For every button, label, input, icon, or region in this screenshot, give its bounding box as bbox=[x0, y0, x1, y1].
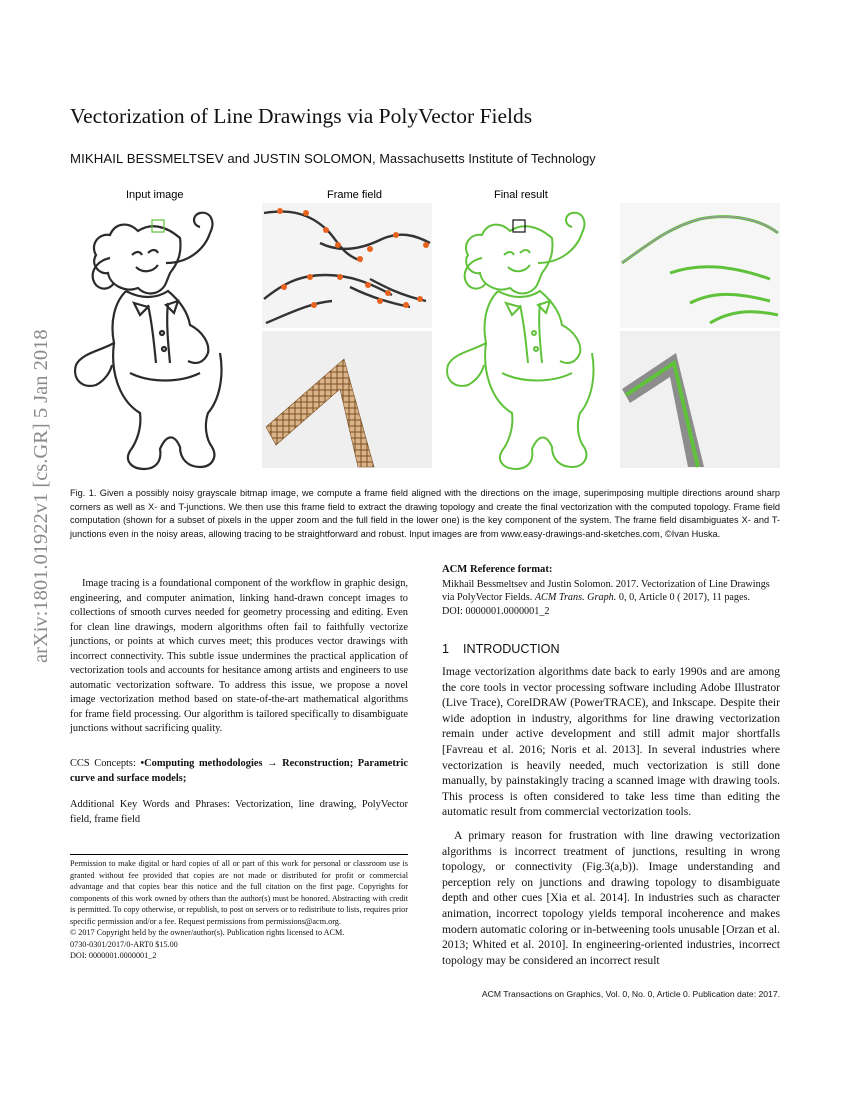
paper-title: Vectorization of Line Drawings via PolyVector Fields bbox=[70, 104, 533, 128]
input-image-panel bbox=[75, 189, 221, 469]
reference-text bbox=[442, 578, 780, 618]
arxiv-stamp-text: arXiv:1801.01922v1 [cs.GR] 5 Jan 2018 bbox=[30, 329, 52, 663]
abstract: Image tracing is a foundational component of the workflow in graphic design, engineering, and computer animation, linking hand-drawn concept images to collections of smooth curves needed for geometry processing and editing. Even for clean line drawings, modern algorithms often fail to faithfully vectorize junctions, or points at which curves meet; this produces vector drawings with incorrect connectivity. This subtle issue undermines the practical application of vectorization tools and accounts for hesitance among artists and engineers to use automatic vectorization software. To address this issue, we propose a novel image vectorization method based on state-of-the-art mathematical algorithms for frame field processing. Our algorithm is tailored specifically to disambiguate junctions without sacrificing quality. bbox=[70, 578, 408, 734]
ccs-label: CCS Concepts: bbox=[70, 758, 141, 769]
frame-field-panel bbox=[262, 189, 432, 468]
panel-label-input: Input image bbox=[126, 189, 184, 201]
panel-label-final-result: Final result bbox=[494, 189, 548, 201]
permission-notice bbox=[70, 854, 408, 962]
keywords: Additional Key Words and Phrases: Vectorization, line drawing, PolyVector field, frame field bbox=[70, 799, 408, 825]
section-title: INTRODUCTION bbox=[463, 642, 560, 656]
reference-citation: Mikhail Bessmeltsev and Justin Solomon. 2017. Vectorization of Line Drawings via PolyVector Fields. bbox=[442, 579, 770, 604]
intro-paragraph-2: A primary reason for frustration with line drawing vectorization algorithms is incorrect treatment of junctions, resulting in wrong topology, or connectivity (Fig.3(a,b)). Image understanding and perception rely on junctions and drawing topology to disambiguate depth and other cues [Xia et al. 2014]. In industries such as character animation, incorrect topology yields temporal incoherence and makes modern automatic coloring or in-betweening tools unusable [Orzan et al. 2013; Whited et al. 2010]. In engineering-oriented industries, incorrect topology may be considered an incorrect result bbox=[442, 829, 780, 967]
copyright-line: © 2017 Copyright held by the owner/author(s). Publication rights licensed to ACM. bbox=[70, 928, 345, 937]
affiliation: Massachusetts Institute of Technology bbox=[375, 152, 596, 166]
page-footer: ACM Transactions on Graphics, Vol. 0, No. 0, Article 0. Publication date: 2017. bbox=[481, 989, 780, 999]
final-result-panel bbox=[447, 189, 593, 469]
reference-doi: DOI: 0000001.0000001_2 bbox=[442, 605, 550, 617]
reference-heading: ACM Reference format: bbox=[442, 564, 553, 575]
intro-paragraph-1: Image vectorization algorithms date back to early 1990s and are among the core tools in vector processing software including Adobe Illustrator (Live Trace), CorelDRAW (PowerTRACE), and Inkscape. Despite their wide adoption in industry, algorithms for line drawing vectorization remain under active development and still admit major shortfalls [Favreau et al. 2016; Noris et al. 2013]. In several industries where vectorization is heavily needed, much vectorization is still done manually, by painstakingly tracing a scanned image with drawing tools. This process is often considered to take less time than editing the automatic result from commercial vectorization tools. bbox=[442, 665, 780, 819]
permission-text: Permission to make digital or hard copies of all or part of this work for personal or classroom use is granted without fee provided that copies are not made or distributed for profit or commercial advantage and that copies bear this notice and the full citation on the first page. Copyrights for components of this work owned by others than the author(s) must be honored. Abstracting with credit is permitted. To copy otherwise, or republish, to post on servers or to redistribute to lists, requires prior specific permission and/or a fee. Request permissions from permissions@acm.org. bbox=[70, 859, 408, 926]
panel-label-frame-field: Frame field bbox=[327, 189, 383, 201]
arxiv-stamp bbox=[18, 297, 54, 667]
issn-line: 0730-0301/2017/0-ART0 $15.00 bbox=[70, 939, 178, 949]
result-lower-zoom bbox=[620, 331, 780, 468]
author-line bbox=[70, 151, 596, 166]
reference-volume: 0, 0, Article 0 ( 2017), 11 pages. bbox=[616, 592, 751, 604]
ccs-concepts bbox=[70, 757, 408, 786]
figure-caption: Fig. 1. Given a possibly noisy grayscale bitmap image, we compute a frame field aligned with the directions on the image, superimposing multiple directions around sharp corners as well as X- and T-junctions. We then use this frame field to extract the drawing topology and create the final vectorization with the computed topology. Frame field computation (shown for a subset of pixels in the upper zoom and the full field in the lower one) is the key component of the system. The frame field disambiguates X- and T-junctions even in the noisy areas, allowing tracing to be straightforward and robust. Input images are from www.easy-drawings-and-sketches.com, ©Ivan Huska. bbox=[70, 488, 780, 539]
doi-line: DOI: 0000001.0000001_2 bbox=[70, 951, 157, 960]
teaser-figure bbox=[70, 183, 780, 473]
section-heading bbox=[442, 642, 560, 656]
reference-journal: ACM Trans. Graph. bbox=[534, 592, 617, 604]
ccs-value: •Computing methodologies → Reconstruction; Parametric curve and surface models; bbox=[70, 758, 408, 784]
frame-field-upper-zoom bbox=[262, 203, 432, 328]
authors: MIKHAIL BESSMELTSEV and JUSTIN SOLOMON, bbox=[70, 151, 376, 166]
result-zoom-panel bbox=[620, 203, 780, 468]
section-number: 1 bbox=[442, 642, 450, 656]
